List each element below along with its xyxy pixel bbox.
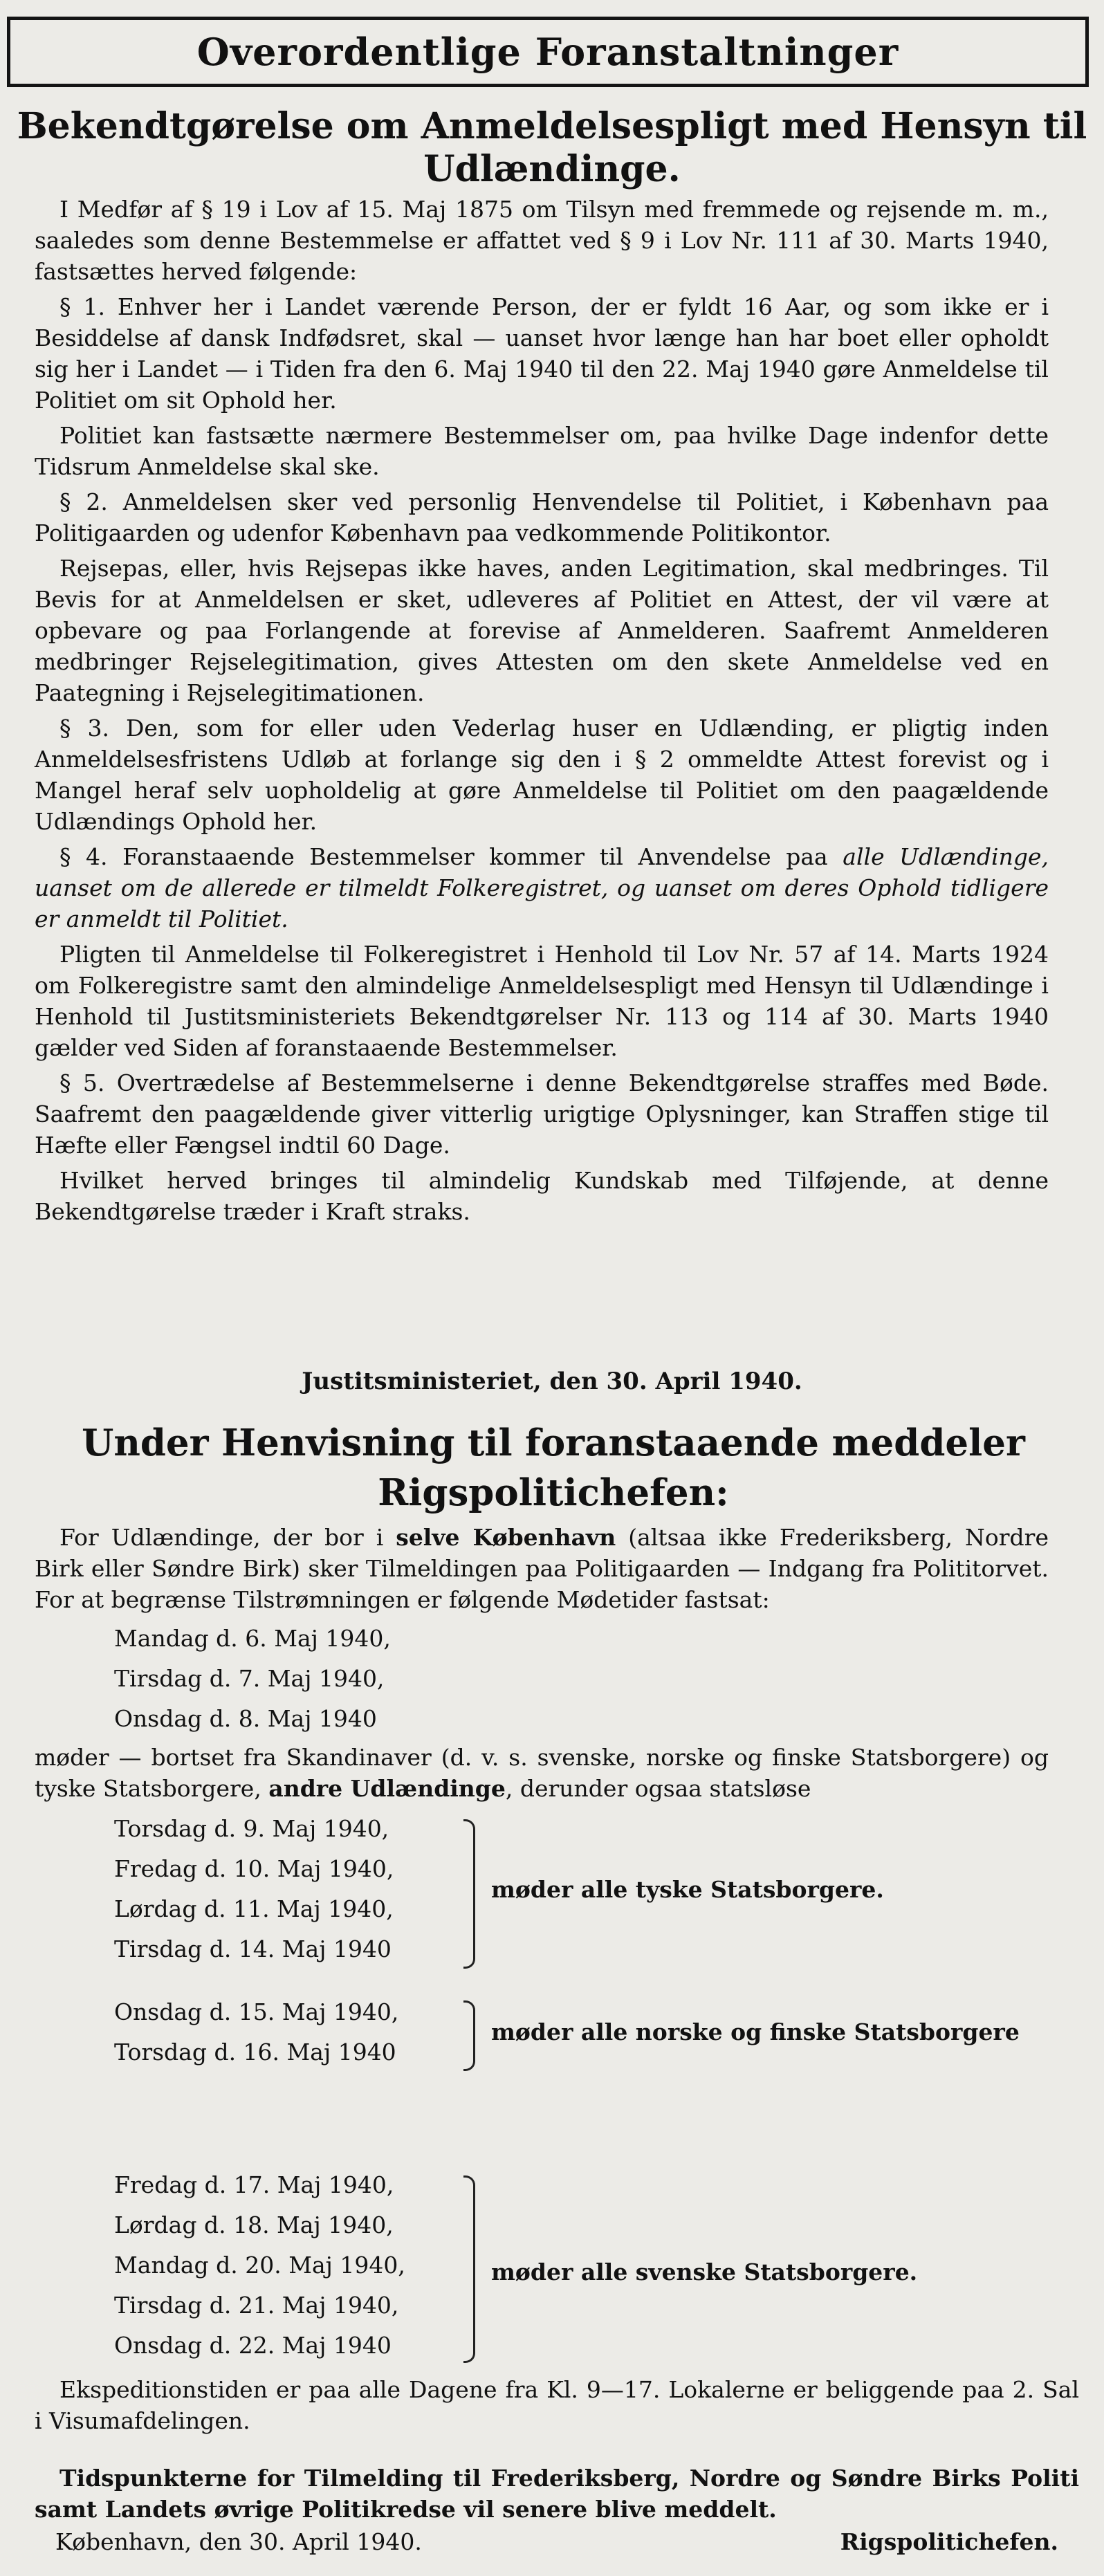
date-line: Torsdag d. 9. Maj 1940,	[114, 1815, 389, 1842]
date-line: Mandag d. 6. Maj 1940,	[114, 1625, 391, 1652]
bracket-icon	[463, 2175, 475, 2363]
s4-italic-text: alle Udlændinge, uanset om de allerede er tilmeldt Folkeregistret, og uanset om deres Ophold tidligere er anmeldt til Politiet.	[35, 843, 1049, 932]
paragraph-s4	[35, 841, 1049, 935]
group-norwegian-finnish-label: møder alle norske og finske Statsborgere	[491, 2018, 1020, 2045]
date-line: Tirsdag d. 21. Maj 1940,	[114, 2292, 399, 2319]
paragraph-s1: § 1. Enhver her i Landet værende Person, der er fyldt 16 Aar, og som ikke er i Besiddelse af dansk Indfødsret, skal — uanset hvor længe han har boet eller opholdt sig her i Landet — i Tiden fra den 6. Maj 1940 til den 22. Maj 1940 gøre Anmeldelse til Politiet om sit Ophold her.	[35, 293, 1049, 414]
paragraph-s3: § 3. Den, som for eller uden Vederlag huser en Udlænding, er pligtig inden Anmeldelsesfristens Udløb at forlange sig den i § 2 ommeldte Attest forevist og i Mangel heraf selv uopholdelig at gøre Anmeldelse til Politiet om den paagældende Udlændings Ophold her.	[35, 715, 1049, 835]
date-line: Tirsdag d. 7. Maj 1940,	[114, 1665, 385, 1692]
others-c: , derunder ogsaa statsløse	[505, 1775, 811, 1802]
bracket-icon	[463, 2000, 475, 2071]
date-line: Torsdag d. 16. Maj 1940	[114, 2039, 396, 2066]
police-intro-city: selve København	[396, 1524, 616, 1551]
second-title: Under Henvisning til foranstaaende meddeler Rigspolitichefen:	[82, 1422, 1025, 1514]
others-paragraph	[35, 1742, 1049, 1804]
s4-text: § 4. Foranstaaende Bestemmelser kommer til Anvendelse paa	[59, 843, 843, 870]
date-line: Fredag d. 10. Maj 1940,	[114, 1855, 394, 1882]
group-swedish-label: møder alle svenske Statsborgere.	[491, 2258, 918, 2285]
paragraph-s2: § 2. Anmeldelsen sker ved personlig Henvendelse til Politiet, i København paa Politigaarden og udenfor København paa vedkommende Politikontor.	[35, 488, 1049, 546]
date-line: Lørdag d. 18. Maj 1940,	[114, 2211, 394, 2238]
others-a: møder — bortset fra Skandinaver (d. v. s. svenske, norske og finske Statsborgere) og tyske Statsborgere,	[35, 1744, 1049, 1802]
section-header: Overordentlige Foranstaltninger	[7, 17, 1089, 87]
date-line: Onsdag d. 22. Maj 1940	[114, 2332, 392, 2359]
group-swedish-dates	[114, 2165, 405, 2366]
closing-paragraph: Hvilket herved bringes til almindelig Kundskab med Tilføjende, at denne Bekendtgørelse træder i Kraft straks.	[35, 1167, 1049, 1225]
footer-place-date: København, den 30. April 1940.	[55, 2528, 422, 2555]
police-intro-b: (altsaa ikke Frederiksberg, Nordre Birk eller Søndre Birk) sker Tilmeldingen paa Politigaarden — Indgang fra Polititorvet. For at begrænse Tilstrømningen er følgende Mødetider fastsat:	[35, 1524, 1049, 1613]
date-line: Onsdag d. 15. Maj 1940,	[114, 1998, 399, 2025]
others-b: andre Udlændinge	[268, 1775, 506, 1802]
office-hours: Ekspeditionstiden er paa alle Dagene fra Kl. 9—17. Lokalerne er beliggende paa 2. Sal i Visumafdelingen.	[35, 2376, 1079, 2434]
later-notice: Tidspunkterne for Tilmelding til Frederiksberg, Nordre og Søndre Birks Politi samt Landets øvrige Politikredse vil senere blive meddelt.	[35, 2465, 1079, 2523]
announcement-body	[35, 194, 1049, 1227]
police-intro	[35, 1522, 1049, 1615]
date-line: Onsdag d. 8. Maj 1940	[114, 1705, 377, 1732]
others-paragraph-block	[35, 1742, 1049, 1804]
group-norwegian-finnish-dates	[114, 1992, 398, 2072]
paragraph-s5: § 5. Overtrædelse af Bestemmelserne i denne Bekendtgørelse straffes med Bøde. Saafremt den paagældende giver vitterlig urigtige Oplysninger, kan Straffen stige til Hæfte eller Fængsel indtil 60 Dage.	[35, 1069, 1049, 1159]
footer-signature: Rigspolitichefen.	[840, 2528, 1058, 2555]
intro-paragraph: I Medfør af § 19 i Lov af 15. Maj 1875 om Tilsyn med fremmede og rejsende m. m., saaledes som denne Bestemmelse er affattet ved § 9 i Lov Nr. 111 af 30. Marts 1940, fastsættes herved følgende:	[35, 196, 1049, 285]
group-german-dates	[114, 1809, 394, 1969]
date-line: Lørdag d. 11. Maj 1940,	[114, 1895, 394, 1922]
bracket-icon	[463, 1819, 475, 1969]
paragraph-s1b: Politiet kan fastsætte nærmere Bestemmelser om, paa hvilke Dage indenfor dette Tidsrum Anmeldelse skal ske.	[35, 422, 1049, 480]
police-intro-paragraph	[35, 1522, 1049, 1615]
announcement-title: Bekendtgørelse om Anmeldelsespligt med Hensyn til Udlændinge.	[17, 105, 1087, 190]
police-intro-a: For Udlændinge, der bor i	[59, 1524, 396, 1551]
ministry-signature: Justitsministeriet, den 30. April 1940.	[302, 1368, 802, 1395]
date-line: Tirsdag d. 14. Maj 1940	[114, 1935, 392, 1962]
date-line: Mandag d. 20. Maj 1940,	[114, 2252, 405, 2279]
paragraph-s4b: Pligten til Anmeldelse til Folkeregistret i Henhold til Lov Nr. 57 af 14. Marts 1924 om Folkeregistre samt den almindelige Anmeldelsespligt med Hensyn til Udlændinge i Henhold til Justitsministeriets Bekendtgørelser Nr. 113 og 114 af 30. Marts 1940 gælder ved Siden af foranstaaende Bestemmelser.	[35, 941, 1049, 1061]
footer-line	[35, 2526, 1079, 2557]
date-line: Fredag d. 17. Maj 1940,	[114, 2171, 394, 2198]
paragraph-s2b: Rejsepas, eller, hvis Rejsepas ikke haves, anden Legitimation, skal medbringes. Til Bevis for at Anmeldelsen er sket, udleveres af Politiet en Attest, der vil være at opbevare og paa Forlangende at forevise af Anmelderen. Saafremt Anmelderen medbringer Rejselegitimation, gives Attesten om den skete Anmeldelse ved en Paategning i Rejselegitimationen.	[35, 555, 1049, 706]
first-dates-list	[114, 1619, 391, 1739]
group-german-label: møder alle tyske Statsborgere.	[491, 1876, 884, 1903]
